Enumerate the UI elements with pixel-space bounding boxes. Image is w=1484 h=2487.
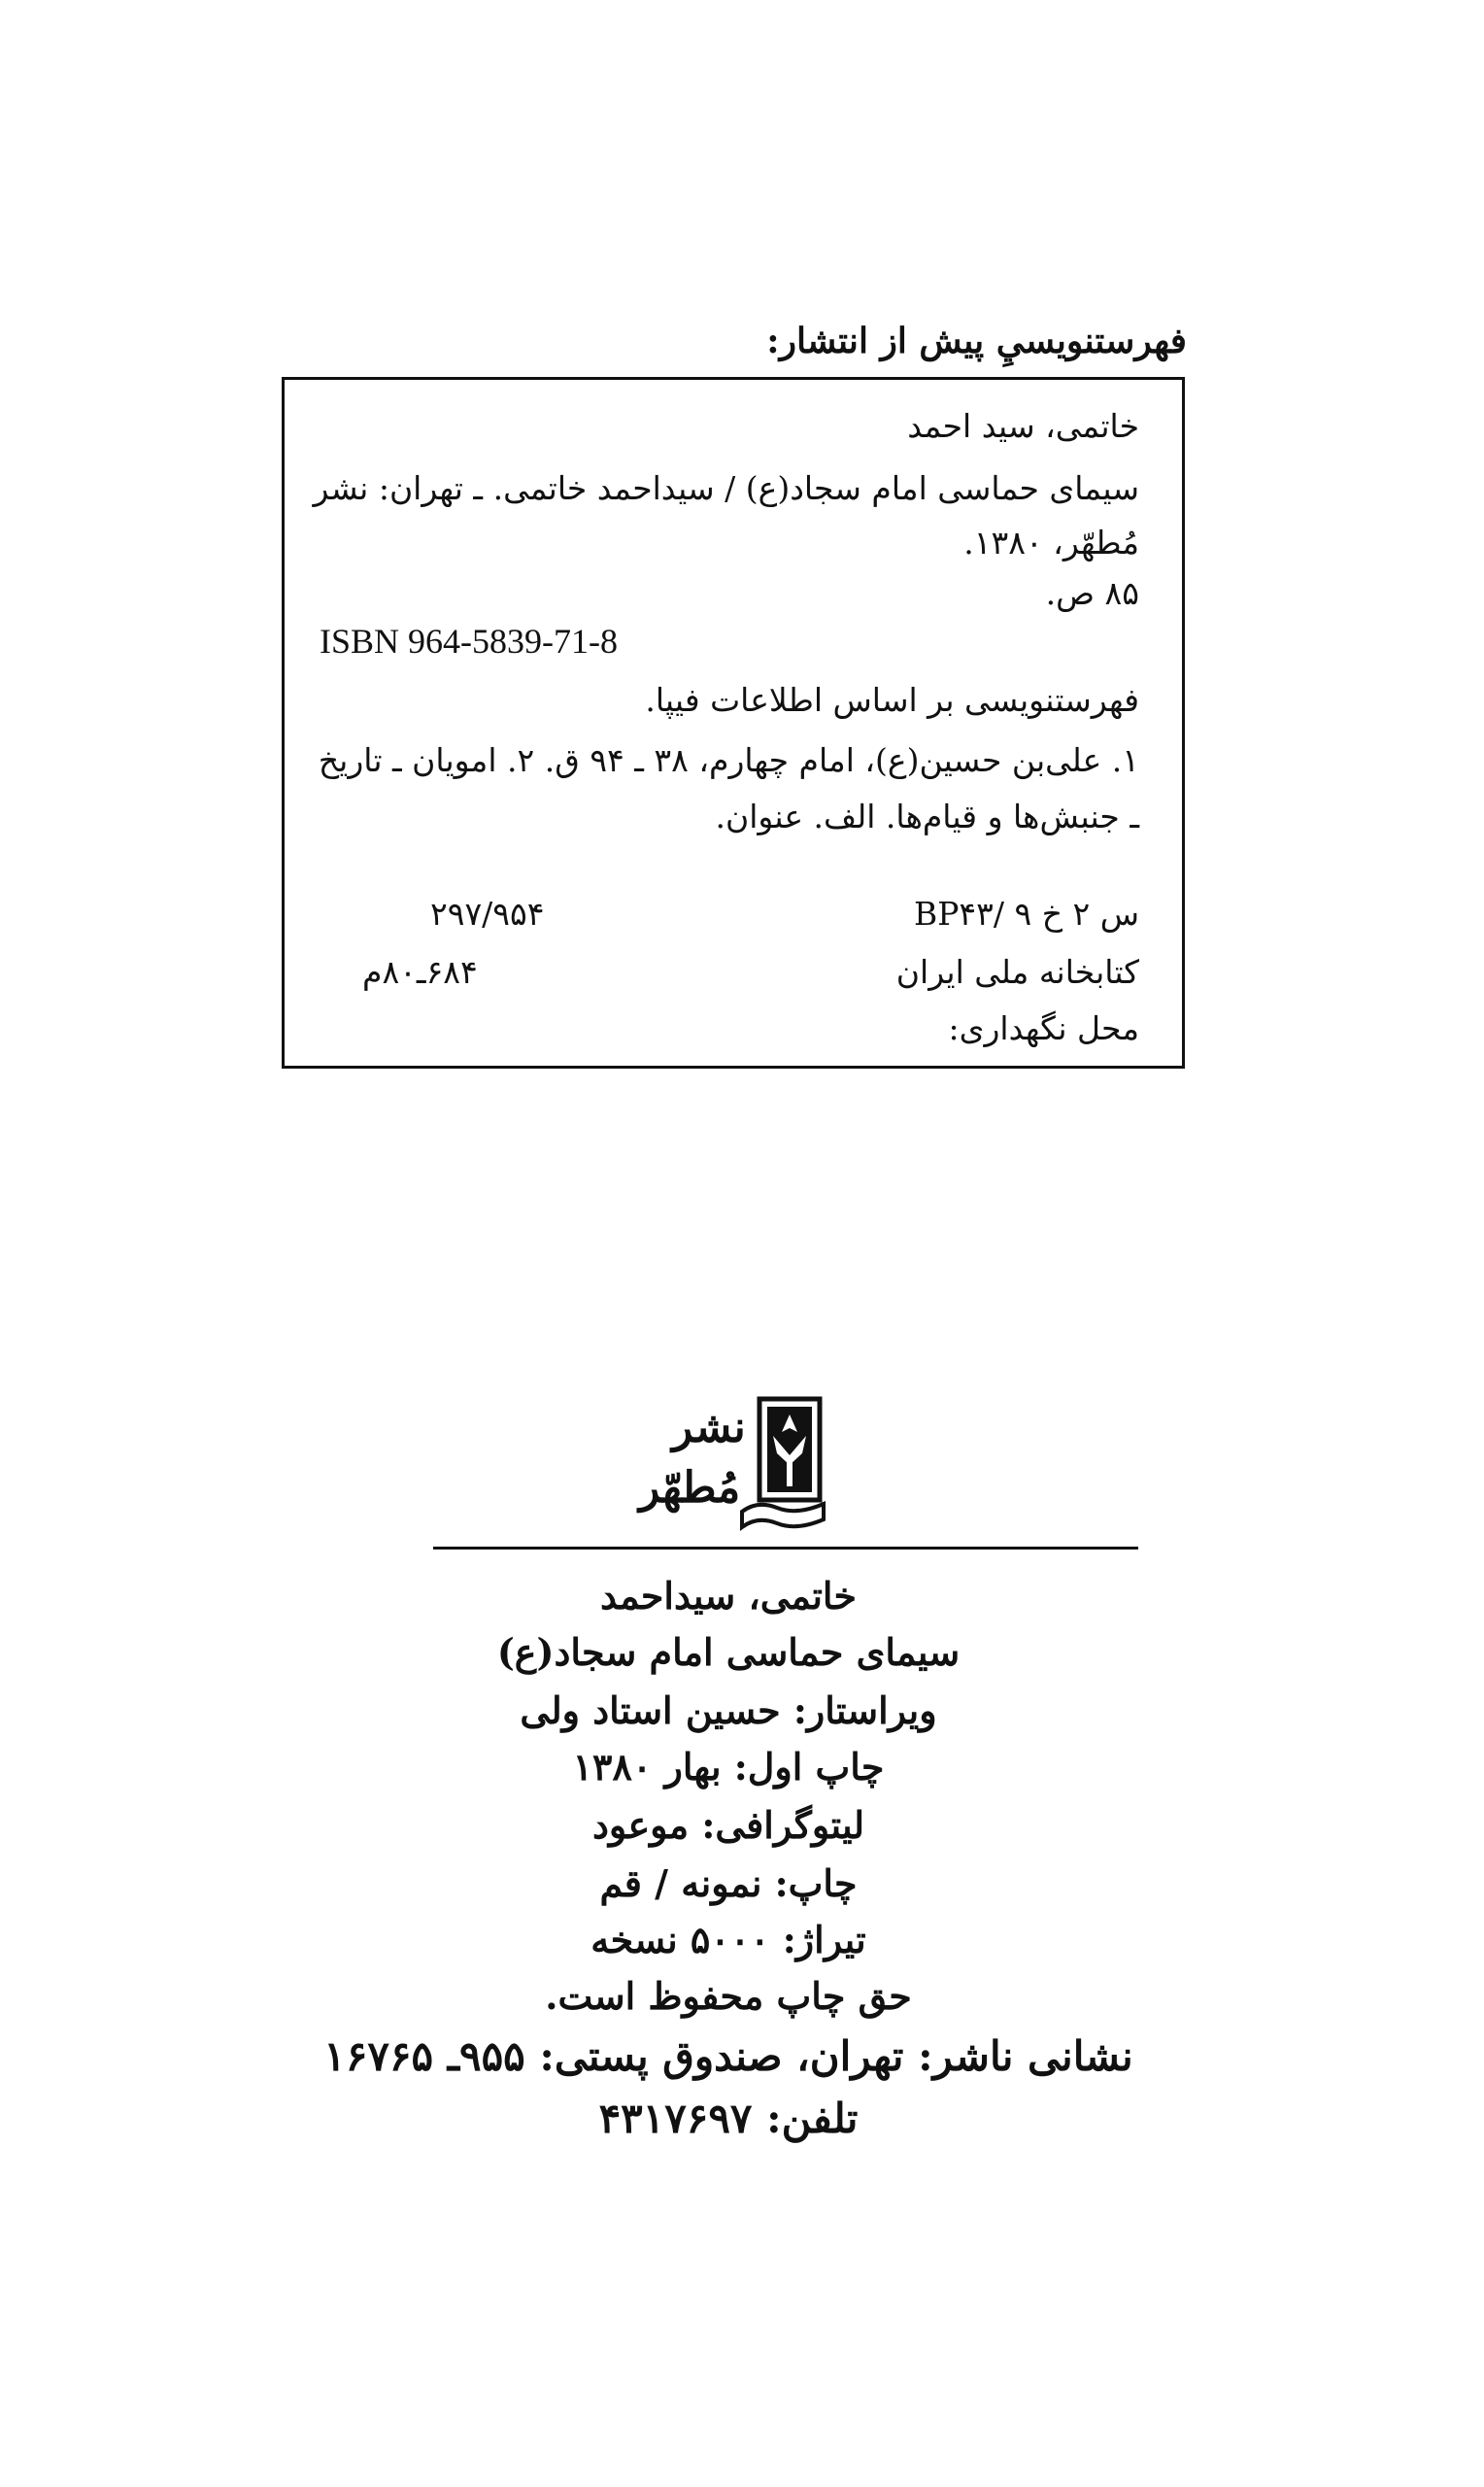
cip-pages: ۸۵ ص. [1045, 574, 1139, 612]
colophon-editor: ویراستار: حسین استاد ولی [520, 1688, 937, 1732]
colophon-rights: حق چاپ محفوظ است. [545, 1974, 912, 2018]
publisher-logo [633, 1395, 827, 1541]
colophon-printing: چاپ: نمونه / قم [599, 1861, 858, 1905]
cip-subjects-line-2: ـ جنبش‌ها و قیام‌ها. الف. عنوان. [715, 798, 1139, 835]
colophon-title: سیمای حماسی امام سجاد(ع) [496, 1630, 961, 1674]
cip-heading: فهرستنويسيِ پيش از انتشار: [766, 321, 1187, 361]
colophon-address: نشانی ناشر: تهران، صندوق پستی: ۹۵۵ـ ۱۶۷۶۵ [323, 2032, 1133, 2080]
publisher-logo-text-2: مُطهّر [639, 1463, 741, 1513]
cip-box [282, 377, 1185, 1069]
publisher-logo-text-1: نشر [672, 1403, 746, 1452]
cip-subjects-line-1: ۱. علی‌بن حسین(ع)، امام چهارم، ۳۸ ـ ۹۴ ق. ۲. امویان ـ تاریخ [318, 741, 1139, 779]
cip-call-number: BP۴۳/ ۹ س ۲ خ [913, 895, 1139, 933]
colophon-author: خاتمی، سیداحمد [600, 1574, 857, 1618]
publisher-book-emblem-icon [738, 1395, 827, 1533]
cip-publisher-line: مُطهّر، ۱۳۸۰. [963, 524, 1139, 562]
cip-library: کتابخانه ملی ایران [895, 953, 1139, 991]
cip-author: خاتمی، سید احمد [907, 407, 1139, 445]
colophon-phone: تلفن: ۴۳۱۷۶۹۷ [598, 2095, 859, 2142]
cip-fipa-note: فهرستنویسی بر اساس اطلاعات فیپا. [645, 681, 1139, 719]
colophon-edition: چاپ اول: بهار ۱۳۸۰ [572, 1745, 885, 1789]
cip-isbn: ISBN 964-5839-71-8 [320, 622, 618, 661]
cip-title-line: سیمای حماسی امام سجاد(ع) / سیداحمد خاتمی. ـ تهران: نشر [313, 469, 1139, 507]
divider [433, 1547, 1138, 1550]
colophon-circulation: تیراژ: ۵۰۰۰ نسخه [590, 1918, 866, 1961]
cip-library-number: ۶۸۴ـ۸۰م [362, 953, 478, 991]
cip-dewey-number: ۲۹۷/۹۵۴ [430, 895, 545, 933]
cip-storage: محل نگهداری: [948, 1009, 1139, 1047]
colophon-lithography: لیتوگرافی: موعود [591, 1803, 865, 1847]
